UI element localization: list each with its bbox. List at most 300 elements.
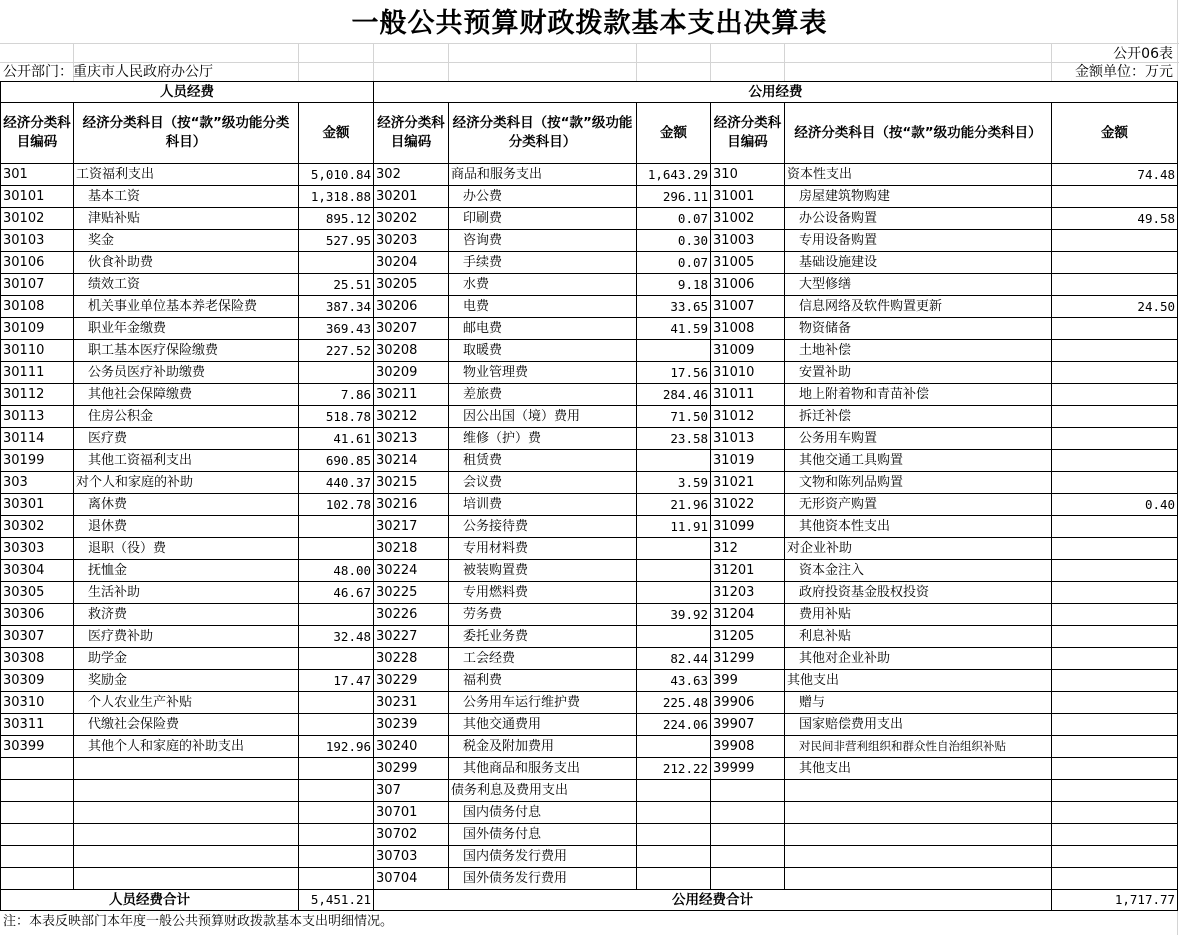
personnel-code: 30305 <box>1 582 74 604</box>
public-name: 物业管理费 <box>449 362 637 384</box>
public-code: 30703 <box>374 846 449 868</box>
table-row <box>1 494 1178 516</box>
capital-name: 地上附着物和青苗补偿 <box>785 384 1052 406</box>
table-row <box>1 670 1178 692</box>
personnel-amount: 440.37 <box>299 472 374 494</box>
personnel-code: 30310 <box>1 692 74 714</box>
table-row <box>1 692 1178 714</box>
public-amount: 0.30 <box>637 230 711 252</box>
personnel-name <box>74 780 299 802</box>
table-row <box>1 648 1178 670</box>
personnel-name: 公务员医疗补助缴费 <box>74 362 299 384</box>
personnel-amount: 102.78 <box>299 494 374 516</box>
capital-code <box>711 802 785 824</box>
personnel-amount <box>299 648 374 670</box>
capital-amount <box>1052 274 1178 296</box>
personnel-amount: 32.48 <box>299 626 374 648</box>
capital-amount: 74.48 <box>1052 164 1178 186</box>
personnel-amount <box>299 604 374 626</box>
table-row <box>1 802 1178 824</box>
personnel-amount: 17.47 <box>299 670 374 692</box>
table-row <box>1 846 1178 868</box>
public-code: 307 <box>374 780 449 802</box>
personnel-amount: 46.67 <box>299 582 374 604</box>
public-code: 30704 <box>374 868 449 890</box>
public-amount <box>637 582 711 604</box>
expenditure-table <box>0 81 1178 911</box>
personnel-amount <box>299 362 374 384</box>
capital-amount: 24.50 <box>1052 296 1178 318</box>
table-row <box>1 186 1178 208</box>
capital-amount <box>1052 626 1178 648</box>
capital-name: 房屋建筑物购建 <box>785 186 1052 208</box>
capital-code: 39907 <box>711 714 785 736</box>
personnel-code: 30113 <box>1 406 74 428</box>
capital-amount <box>1052 340 1178 362</box>
table-row <box>1 406 1178 428</box>
table-row <box>1 758 1178 780</box>
public-code: 30228 <box>374 648 449 670</box>
personnel-name: 其他工资福利支出 <box>74 450 299 472</box>
personnel-amount <box>299 846 374 868</box>
public-code: 30224 <box>374 560 449 582</box>
public-amount: 3.59 <box>637 472 711 494</box>
public-name: 劳务费 <box>449 604 637 626</box>
capital-code: 310 <box>711 164 785 186</box>
personnel-name <box>74 824 299 846</box>
public-name: 印刷费 <box>449 208 637 230</box>
personnel-amount <box>299 758 374 780</box>
capital-code: 399 <box>711 670 785 692</box>
public-code: 30208 <box>374 340 449 362</box>
personnel-amount: 387.34 <box>299 296 374 318</box>
public-amount: 43.63 <box>637 670 711 692</box>
capital-code <box>711 824 785 846</box>
table-row <box>1 472 1178 494</box>
public-amount <box>637 824 711 846</box>
personnel-name <box>74 758 299 780</box>
personnel-code: 30108 <box>1 296 74 318</box>
table-row <box>1 252 1178 274</box>
header-amount: 金额 <box>299 103 374 164</box>
personnel-amount: 518.78 <box>299 406 374 428</box>
unit-label: 金额单位：万元 <box>1075 64 1173 80</box>
capital-code <box>711 846 785 868</box>
public-amount: 225.48 <box>637 692 711 714</box>
table-row <box>1 824 1178 846</box>
table-row <box>1 736 1178 758</box>
capital-code: 31003 <box>711 230 785 252</box>
capital-name <box>785 780 1052 802</box>
capital-amount <box>1052 582 1178 604</box>
public-name: 会议费 <box>449 472 637 494</box>
public-amount: 212.22 <box>637 758 711 780</box>
public-code: 30239 <box>374 714 449 736</box>
header-code: 经济分类科目编码 <box>711 103 785 164</box>
capital-code: 312 <box>711 538 785 560</box>
personnel-amount <box>299 692 374 714</box>
capital-name: 其他支出 <box>785 758 1052 780</box>
public-amount: 21.96 <box>637 494 711 516</box>
personnel-name: 其他社会保障缴费 <box>74 384 299 406</box>
public-name: 工会经费 <box>449 648 637 670</box>
table-row <box>1 604 1178 626</box>
personnel-name: 奖金 <box>74 230 299 252</box>
public-name: 电费 <box>449 296 637 318</box>
capital-name: 赠与 <box>785 692 1052 714</box>
public-amount <box>637 538 711 560</box>
public-name: 福利费 <box>449 670 637 692</box>
personnel-name: 绩效工资 <box>74 274 299 296</box>
personnel-amount <box>299 780 374 802</box>
personnel-amount: 5,010.84 <box>299 164 374 186</box>
public-name: 国内债务付息 <box>449 802 637 824</box>
public-amount <box>637 626 711 648</box>
public-code: 30299 <box>374 758 449 780</box>
table-row <box>1 362 1178 384</box>
capital-code: 31002 <box>711 208 785 230</box>
public-name: 公务用车运行维护费 <box>449 692 637 714</box>
public-name: 租赁费 <box>449 450 637 472</box>
public-name: 因公出国（境）费用 <box>449 406 637 428</box>
personnel-name: 职业年金缴费 <box>74 318 299 340</box>
capital-amount <box>1052 318 1178 340</box>
capital-amount <box>1052 736 1178 758</box>
public-code: 302 <box>374 164 449 186</box>
capital-amount: 0.40 <box>1052 494 1178 516</box>
personnel-name: 伙食补助费 <box>74 252 299 274</box>
public-code: 30202 <box>374 208 449 230</box>
public-name: 水费 <box>449 274 637 296</box>
personnel-name: 医疗费 <box>74 428 299 450</box>
capital-code: 31201 <box>711 560 785 582</box>
public-amount <box>637 802 711 824</box>
public-amount: 11.91 <box>637 516 711 538</box>
capital-name: 专用设备购置 <box>785 230 1052 252</box>
public-amount: 9.18 <box>637 274 711 296</box>
footnote: 注：本表反映部门本年度一般公共预算财政拨款基本支出明细情况。 <box>3 914 394 929</box>
public-code: 30212 <box>374 406 449 428</box>
table-row <box>1 340 1178 362</box>
personnel-name: 个人农业生产补贴 <box>74 692 299 714</box>
capital-name: 其他资本性支出 <box>785 516 1052 538</box>
personnel-name: 代缴社会保险费 <box>74 714 299 736</box>
personnel-name: 助学金 <box>74 648 299 670</box>
public-code: 30225 <box>374 582 449 604</box>
capital-amount <box>1052 538 1178 560</box>
public-code: 30205 <box>374 274 449 296</box>
public-amount <box>637 846 711 868</box>
capital-name: 对企业补助 <box>785 538 1052 560</box>
public-amount: 0.07 <box>637 252 711 274</box>
capital-name <box>785 846 1052 868</box>
capital-amount <box>1052 252 1178 274</box>
public-total-value: 1,717.77 <box>1052 890 1178 911</box>
personnel-amount <box>299 868 374 890</box>
public-name: 税金及附加费用 <box>449 736 637 758</box>
public-code: 30214 <box>374 450 449 472</box>
table-row <box>1 450 1178 472</box>
public-name: 取暖费 <box>449 340 637 362</box>
personnel-amount: 25.51 <box>299 274 374 296</box>
capital-name: 物资储备 <box>785 318 1052 340</box>
personnel-code <box>1 780 74 802</box>
capital-code: 39908 <box>711 736 785 758</box>
table-row <box>1 164 1178 186</box>
public-code: 30217 <box>374 516 449 538</box>
capital-amount <box>1052 516 1178 538</box>
personnel-name: 退职（役）费 <box>74 538 299 560</box>
personnel-amount: 192.96 <box>299 736 374 758</box>
capital-amount <box>1052 648 1178 670</box>
capital-name: 土地补偿 <box>785 340 1052 362</box>
table-row <box>1 428 1178 450</box>
personnel-name: 其他个人和家庭的补助支出 <box>74 736 299 758</box>
capital-name: 安置补助 <box>785 362 1052 384</box>
capital-name: 政府投资基金股权投资 <box>785 582 1052 604</box>
personnel-code: 30112 <box>1 384 74 406</box>
table-row <box>1 318 1178 340</box>
capital-name: 无形资产购置 <box>785 494 1052 516</box>
personnel-code: 301 <box>1 164 74 186</box>
capital-code <box>711 780 785 802</box>
public-amount: 41.59 <box>637 318 711 340</box>
public-name: 办公费 <box>449 186 637 208</box>
personnel-amount: 690.85 <box>299 450 374 472</box>
public-amount: 296.11 <box>637 186 711 208</box>
header-name: 经济分类科目（按“款”级功能分类科目） <box>785 103 1052 164</box>
capital-amount <box>1052 362 1178 384</box>
capital-name: 拆迁补偿 <box>785 406 1052 428</box>
personnel-code: 30304 <box>1 560 74 582</box>
capital-amount <box>1052 802 1178 824</box>
capital-code: 31203 <box>711 582 785 604</box>
personnel-name: 津贴补贴 <box>74 208 299 230</box>
public-code: 30201 <box>374 186 449 208</box>
capital-name: 资本性支出 <box>785 164 1052 186</box>
personnel-code <box>1 846 74 868</box>
capital-amount <box>1052 780 1178 802</box>
column-header-row <box>1 103 1178 164</box>
personnel-amount: 7.86 <box>299 384 374 406</box>
personnel-code <box>1 868 74 890</box>
personnel-code: 30107 <box>1 274 74 296</box>
personnel-amount: 48.00 <box>299 560 374 582</box>
personnel-code: 30109 <box>1 318 74 340</box>
capital-code: 31009 <box>711 340 785 362</box>
header-amount: 金额 <box>1052 103 1178 164</box>
capital-amount <box>1052 230 1178 252</box>
capital-code: 31008 <box>711 318 785 340</box>
capital-code: 31299 <box>711 648 785 670</box>
public-name: 专用燃料费 <box>449 582 637 604</box>
public-amount: 17.56 <box>637 362 711 384</box>
public-total-label: 公用经费合计 <box>374 890 1052 911</box>
personnel-name: 工资福利支出 <box>74 164 299 186</box>
personnel-code: 30308 <box>1 648 74 670</box>
form-number: 公开06表 <box>1113 46 1173 62</box>
table-row <box>1 384 1178 406</box>
capital-name: 其他交通工具购置 <box>785 450 1052 472</box>
public-amount: 82.44 <box>637 648 711 670</box>
personnel-code: 30311 <box>1 714 74 736</box>
capital-amount <box>1052 450 1178 472</box>
public-amount: 284.46 <box>637 384 711 406</box>
public-amount: 224.06 <box>637 714 711 736</box>
section-personnel: 人员经费 <box>1 82 374 103</box>
personnel-amount: 227.52 <box>299 340 374 362</box>
capital-name: 利息补贴 <box>785 626 1052 648</box>
header-name: 经济分类科目（按“款”级功能分类科目） <box>74 103 299 164</box>
personnel-name: 奖励金 <box>74 670 299 692</box>
personnel-name: 离休费 <box>74 494 299 516</box>
public-name: 差旅费 <box>449 384 637 406</box>
capital-amount <box>1052 868 1178 890</box>
capital-amount <box>1052 472 1178 494</box>
public-name: 国外债务发行费用 <box>449 868 637 890</box>
personnel-code: 30101 <box>1 186 74 208</box>
capital-code: 39906 <box>711 692 785 714</box>
table-row <box>1 230 1178 252</box>
personnel-name <box>74 868 299 890</box>
capital-name: 文物和陈列品购置 <box>785 472 1052 494</box>
section-header-row <box>1 82 1178 103</box>
personnel-code <box>1 824 74 846</box>
capital-amount <box>1052 406 1178 428</box>
capital-code: 31204 <box>711 604 785 626</box>
capital-code: 31021 <box>711 472 785 494</box>
personnel-name: 生活补助 <box>74 582 299 604</box>
table-row <box>1 714 1178 736</box>
header-name: 经济分类科目（按“款”级功能分类科目） <box>449 103 637 164</box>
public-code: 30229 <box>374 670 449 692</box>
public-name: 委托业务费 <box>449 626 637 648</box>
capital-code: 31099 <box>711 516 785 538</box>
personnel-code: 30199 <box>1 450 74 472</box>
section-public: 公用经费 <box>374 82 1178 103</box>
header-code: 经济分类科目编码 <box>374 103 449 164</box>
totals-row <box>1 890 1178 911</box>
capital-amount <box>1052 824 1178 846</box>
capital-code <box>711 868 785 890</box>
public-name: 培训费 <box>449 494 637 516</box>
personnel-name: 职工基本医疗保险缴费 <box>74 340 299 362</box>
public-code: 30218 <box>374 538 449 560</box>
capital-name: 公务用车购置 <box>785 428 1052 450</box>
department-label: 公开部门：重庆市人民政府办公厅 <box>3 64 213 80</box>
public-amount <box>637 736 711 758</box>
public-amount <box>637 868 711 890</box>
table-row <box>1 560 1178 582</box>
capital-code: 31010 <box>711 362 785 384</box>
capital-code: 31205 <box>711 626 785 648</box>
public-code: 30211 <box>374 384 449 406</box>
public-amount <box>637 450 711 472</box>
personnel-name: 住房公积金 <box>74 406 299 428</box>
personnel-total-label: 人员经费合计 <box>1 890 299 911</box>
table-row <box>1 208 1178 230</box>
header-amount: 金额 <box>637 103 711 164</box>
personnel-code: 30110 <box>1 340 74 362</box>
personnel-code: 30307 <box>1 626 74 648</box>
capital-name: 对民间非营利组织和群众性自治组织补贴 <box>785 736 1052 758</box>
personnel-name: 抚恤金 <box>74 560 299 582</box>
personnel-code: 30303 <box>1 538 74 560</box>
personnel-amount: 895.12 <box>299 208 374 230</box>
personnel-amount <box>299 516 374 538</box>
capital-amount <box>1052 186 1178 208</box>
capital-code: 31012 <box>711 406 785 428</box>
public-code: 30701 <box>374 802 449 824</box>
public-code: 30240 <box>374 736 449 758</box>
public-amount: 71.50 <box>637 406 711 428</box>
public-name: 国外债务付息 <box>449 824 637 846</box>
header-code: 经济分类科目编码 <box>1 103 74 164</box>
personnel-code: 30309 <box>1 670 74 692</box>
capital-amount <box>1052 692 1178 714</box>
public-name: 维修（护）费 <box>449 428 637 450</box>
personnel-code: 30302 <box>1 516 74 538</box>
capital-code: 31019 <box>711 450 785 472</box>
capital-name: 大型修缮 <box>785 274 1052 296</box>
public-name: 公务接待费 <box>449 516 637 538</box>
personnel-amount <box>299 252 374 274</box>
capital-name: 基础设施建设 <box>785 252 1052 274</box>
public-code: 30227 <box>374 626 449 648</box>
public-code: 30213 <box>374 428 449 450</box>
table-row <box>1 626 1178 648</box>
personnel-name: 退休费 <box>74 516 299 538</box>
personnel-amount <box>299 714 374 736</box>
personnel-total-value: 5,451.21 <box>299 890 374 911</box>
table-row <box>1 780 1178 802</box>
public-name: 咨询费 <box>449 230 637 252</box>
public-code: 30204 <box>374 252 449 274</box>
capital-name: 国家赔偿费用支出 <box>785 714 1052 736</box>
personnel-amount <box>299 538 374 560</box>
personnel-code: 30106 <box>1 252 74 274</box>
personnel-code: 30114 <box>1 428 74 450</box>
public-name: 专用材料费 <box>449 538 637 560</box>
capital-amount: 49.58 <box>1052 208 1178 230</box>
capital-name <box>785 868 1052 890</box>
personnel-name: 基本工资 <box>74 186 299 208</box>
public-code: 30207 <box>374 318 449 340</box>
table-row <box>1 296 1178 318</box>
public-amount: 39.92 <box>637 604 711 626</box>
public-name: 商品和服务支出 <box>449 164 637 186</box>
capital-name: 其他对企业补助 <box>785 648 1052 670</box>
capital-amount <box>1052 384 1178 406</box>
public-name: 手续费 <box>449 252 637 274</box>
personnel-code: 30103 <box>1 230 74 252</box>
personnel-amount <box>299 802 374 824</box>
table-row <box>1 538 1178 560</box>
public-code: 30216 <box>374 494 449 516</box>
capital-code: 31006 <box>711 274 785 296</box>
personnel-amount: 1,318.88 <box>299 186 374 208</box>
public-name: 邮电费 <box>449 318 637 340</box>
capital-name: 费用补贴 <box>785 604 1052 626</box>
capital-code: 31007 <box>711 296 785 318</box>
public-name: 国内债务发行费用 <box>449 846 637 868</box>
personnel-name <box>74 846 299 868</box>
personnel-name: 救济费 <box>74 604 299 626</box>
public-code: 30702 <box>374 824 449 846</box>
personnel-code: 303 <box>1 472 74 494</box>
personnel-code: 30306 <box>1 604 74 626</box>
capital-code: 39999 <box>711 758 785 780</box>
